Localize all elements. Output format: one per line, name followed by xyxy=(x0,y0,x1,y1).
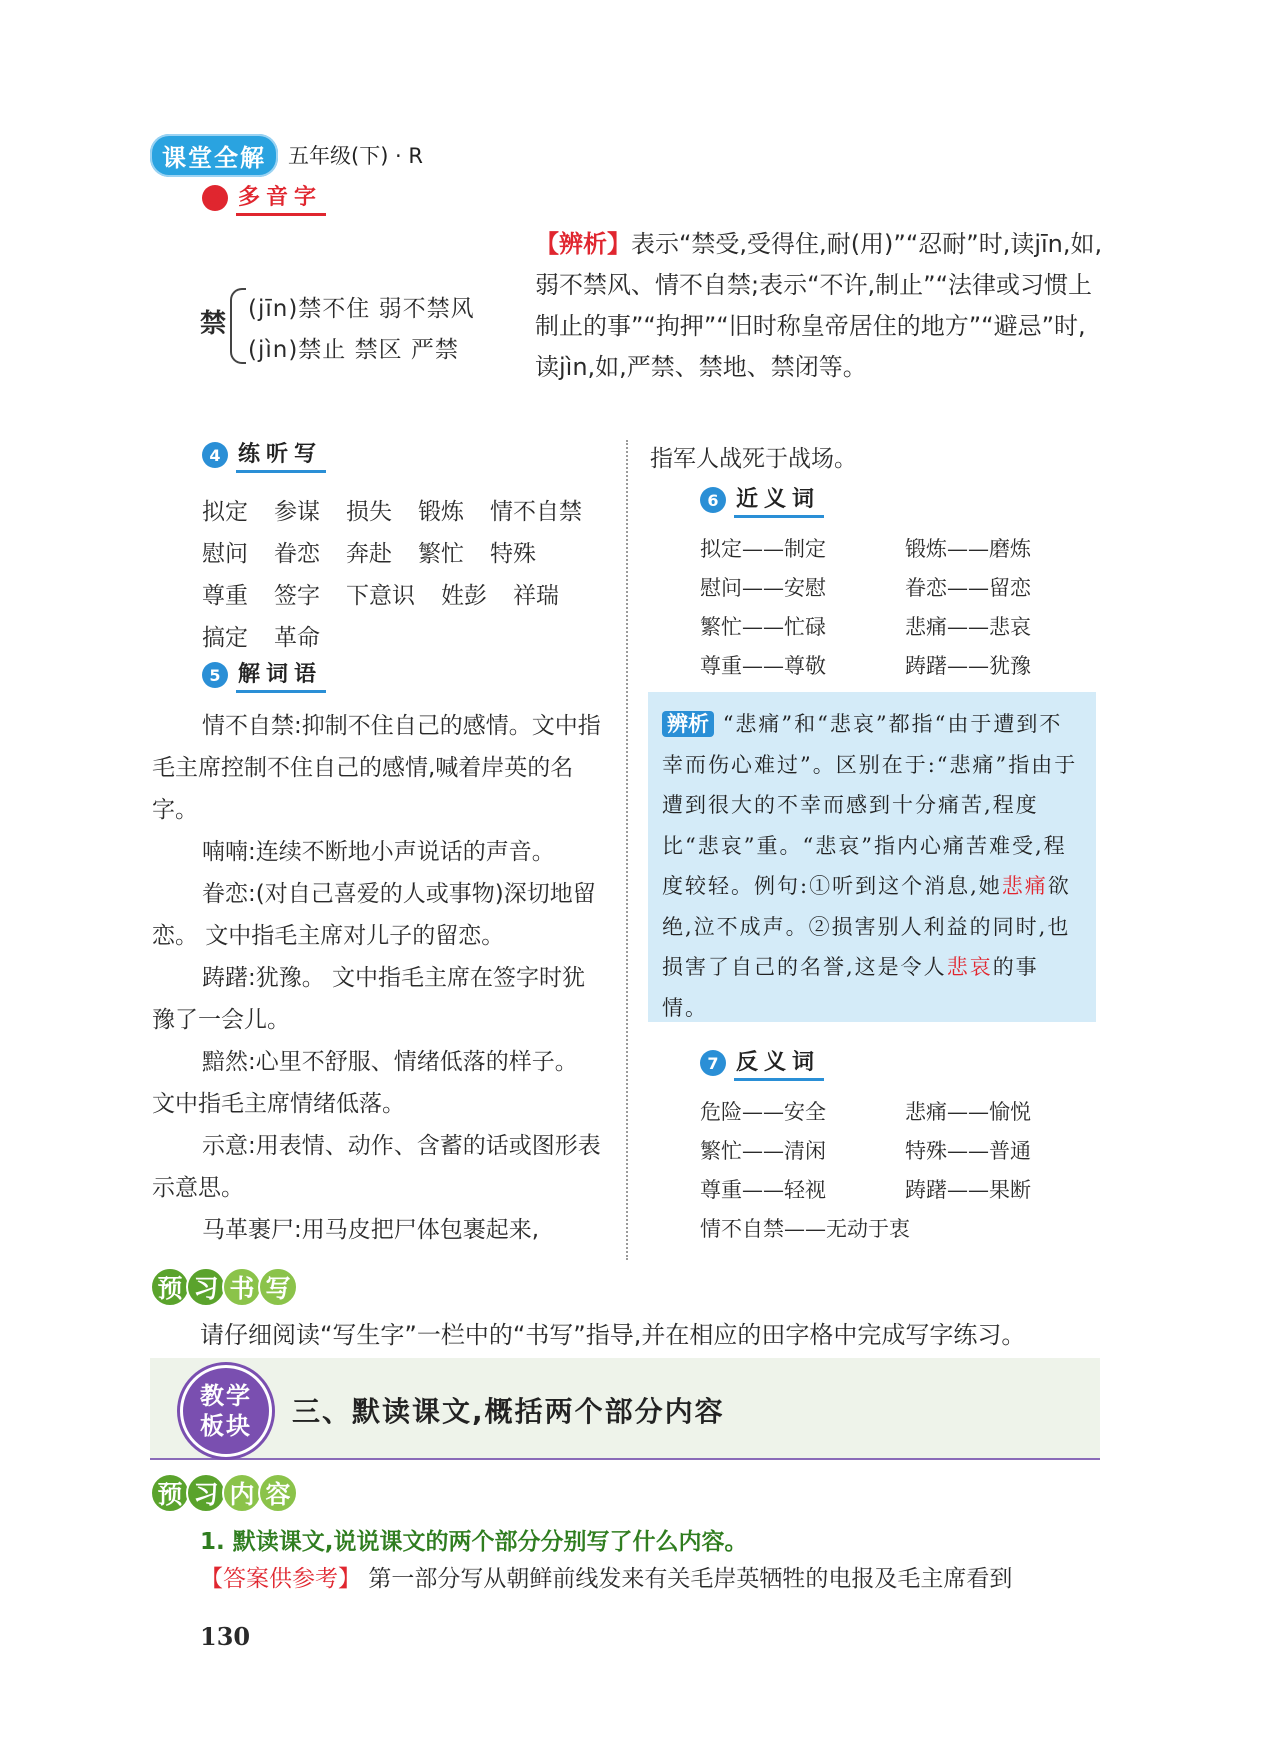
section-number: 6 xyxy=(700,487,726,513)
definition: 情不自禁:抑制不住自己的感情。文中指毛主席控制不住自己的感情,喊着岸英的名字。 xyxy=(152,713,601,823)
highlight-word: 悲哀 xyxy=(946,955,993,979)
word-pair: 特殊——普通 xyxy=(905,1138,1031,1163)
vocab-word: 拟定 xyxy=(202,498,248,525)
grade-label: 五年级(下) · R xyxy=(288,144,424,168)
preview-content-header xyxy=(150,1472,294,1514)
vocab-row xyxy=(202,488,622,530)
vocab-word: 奔赴 xyxy=(346,540,392,567)
definitions xyxy=(152,705,607,1251)
pair-row xyxy=(700,645,1120,684)
section-title: 反义词 xyxy=(734,1045,824,1081)
definition: 示意:用表情、动作、含蓄的话或图形表示意思。 xyxy=(152,1133,601,1201)
definition: 马革裹尸:用马皮把尸体包裹起来, xyxy=(202,1217,540,1243)
section-antonyms xyxy=(700,1048,824,1078)
section-number: 3 xyxy=(202,185,228,211)
answer-tag: 【答案供参考】 xyxy=(200,1566,361,1592)
header-char: 书 xyxy=(222,1267,262,1307)
teaching-title: 三、默读课文,概括两个部分内容 xyxy=(292,1395,725,1428)
vocab-row xyxy=(202,530,622,572)
word-pair: 眷恋——留恋 xyxy=(905,575,1031,600)
word-pair: 慰问——安慰 xyxy=(700,575,826,600)
pair-row xyxy=(700,606,1120,645)
word-pair: 繁忙——清闲 xyxy=(700,1138,826,1163)
word-pair: 繁忙——忙碌 xyxy=(700,614,826,639)
vocab-word: 特殊 xyxy=(490,540,536,567)
section-polyphonic xyxy=(202,183,326,213)
header-char: 习 xyxy=(186,1473,226,1513)
header-char: 习 xyxy=(186,1267,226,1307)
pair-row xyxy=(700,1208,1120,1247)
analysis-text: 的事情。 xyxy=(662,955,1039,1020)
header-char: 预 xyxy=(150,1473,190,1513)
answer-text: 第一部分写从朝鲜前线发来有关毛岸英牺牲的电报及毛主席看到 xyxy=(368,1566,1013,1592)
vocab-word: 损失 xyxy=(346,498,392,525)
pair-row xyxy=(700,528,1120,567)
section-synonyms xyxy=(700,485,824,515)
word-pair: 悲痛——愉悦 xyxy=(905,1099,1031,1124)
vocab-word: 姓彭 xyxy=(441,582,487,609)
brand-logo: 课堂全解 xyxy=(150,134,278,177)
vocab-word: 繁忙 xyxy=(418,540,464,567)
section-number: 5 xyxy=(202,662,228,688)
vocab-word: 参谋 xyxy=(274,498,320,525)
header-char: 预 xyxy=(150,1267,190,1307)
pair-row xyxy=(700,1091,1120,1130)
section-dictation xyxy=(202,440,326,470)
word-pair: 悲痛——悲哀 xyxy=(905,614,1031,639)
vocab-word: 签字 xyxy=(274,582,320,609)
vocab-word: 眷恋 xyxy=(274,540,320,567)
badge-text: 板块 xyxy=(200,1412,252,1440)
antonym-list xyxy=(700,1091,1120,1247)
dictation-list xyxy=(202,488,622,656)
vocab-word: 革命 xyxy=(274,624,320,651)
badge-text: 教学 xyxy=(200,1382,252,1410)
definition: 喃喃:连续不断地小声说话的声音。 xyxy=(202,839,555,865)
section-number: 4 xyxy=(202,442,228,468)
definition-continued: 指军人战死于战场。 xyxy=(650,446,857,472)
vocab-word: 下意识 xyxy=(346,582,415,609)
vocab-word: 慰问 xyxy=(202,540,248,567)
vocab-word: 锻炼 xyxy=(418,498,464,525)
analysis-text: “悲痛”和“悲哀”都指“由于遭到不幸而伤心难过”。区别在于:“悲痛”指由于遭到很大的不幸而感到十分痛苦,程度比“悲哀”重。“悲哀”指内心痛苦难受,程度较轻。例句:①听到这个消息,她 xyxy=(662,712,1078,898)
page-number: 130 xyxy=(200,1622,251,1651)
writing-instruction: 请仔细阅读“写生字”一栏中的“书写”指导,并在相应的田字格中完成写字练习。 xyxy=(200,1321,1026,1349)
vocab-row xyxy=(202,572,622,614)
pair-row xyxy=(700,1169,1120,1208)
section-title: 解词语 xyxy=(236,657,326,693)
answer-1 xyxy=(200,1560,1012,1593)
header-char: 内 xyxy=(222,1473,262,1513)
vocab-word: 祥瑞 xyxy=(513,582,559,609)
vocab-word: 尊重 xyxy=(202,582,248,609)
header-char: 容 xyxy=(258,1473,298,1513)
teaching-badge xyxy=(180,1365,272,1457)
definition: 踌躇:犹豫。 文中指毛主席在签字时犹豫了一会儿。 xyxy=(152,965,586,1033)
analysis-tag: 【辨析】 xyxy=(535,230,631,258)
word-pair: 危险——安全 xyxy=(700,1099,826,1124)
section-title: 多音字 xyxy=(236,180,326,216)
word-pair: 踌躇——犹豫 xyxy=(905,653,1031,678)
pair-row xyxy=(700,567,1120,606)
pair-row xyxy=(700,1130,1120,1169)
vocab-word: 搞定 xyxy=(202,624,248,651)
synonym-list xyxy=(700,528,1120,684)
polyphonic-char: 禁 xyxy=(200,309,227,339)
preview-writing-header xyxy=(150,1266,294,1308)
question-1: 1. 默读课文,说说课文的两个部分分别写了什么内容。 xyxy=(200,1529,748,1555)
reading-2: (jìn)禁止 禁区 严禁 xyxy=(248,337,459,363)
word-pair: 锻炼——磨炼 xyxy=(905,536,1031,561)
section-number: 7 xyxy=(700,1050,726,1076)
definition: 眷恋:(对自己喜爱的人或事物)深切地留恋。 文中指毛主席对儿子的留恋。 xyxy=(152,881,596,949)
section-title: 练听写 xyxy=(236,437,326,473)
section-word-explain xyxy=(202,660,326,690)
word-pair: 情不自禁——无动于衷 xyxy=(700,1216,910,1241)
reading-1: (jīn)禁不住 弱不禁风 xyxy=(248,296,475,322)
analysis-text: 表示“禁受,受得住,耐(用)”“忍耐”时,读jīn,如,弱不禁风、情不自禁;表示“不许,制止”“法律或习惯上制止的事”“拘押”“旧时称皇帝居住的地方”“避忌”时,读jìn,如,严禁、禁地、禁闭等。 xyxy=(535,230,1103,381)
brace-icon xyxy=(230,288,246,364)
header-char: 写 xyxy=(258,1267,298,1307)
word-pair: 拟定——制定 xyxy=(700,536,826,561)
analysis-text: 欲绝,泣不成声。②损害别人利益的同时,也损害了自己的名誉,这是令人 xyxy=(662,874,1071,979)
vocab-row xyxy=(202,614,622,656)
analysis-tag: 辨析 xyxy=(662,711,714,737)
column-divider xyxy=(626,440,628,1260)
book-brand xyxy=(150,136,423,174)
analysis-box xyxy=(648,692,1096,1022)
section-title: 近义词 xyxy=(734,482,824,518)
definition: 黯然:心里不舒服、情绪低落的样子。 文中指毛主席情绪低落。 xyxy=(152,1049,578,1117)
analysis-polyphonic xyxy=(535,224,1105,388)
word-pair: 尊重——尊敬 xyxy=(700,653,826,678)
vocab-word: 情不自禁 xyxy=(490,498,582,525)
highlight-word: 悲痛 xyxy=(1001,874,1048,898)
word-pair: 踌躇——果断 xyxy=(905,1177,1031,1202)
word-pair: 尊重——轻视 xyxy=(700,1177,826,1202)
